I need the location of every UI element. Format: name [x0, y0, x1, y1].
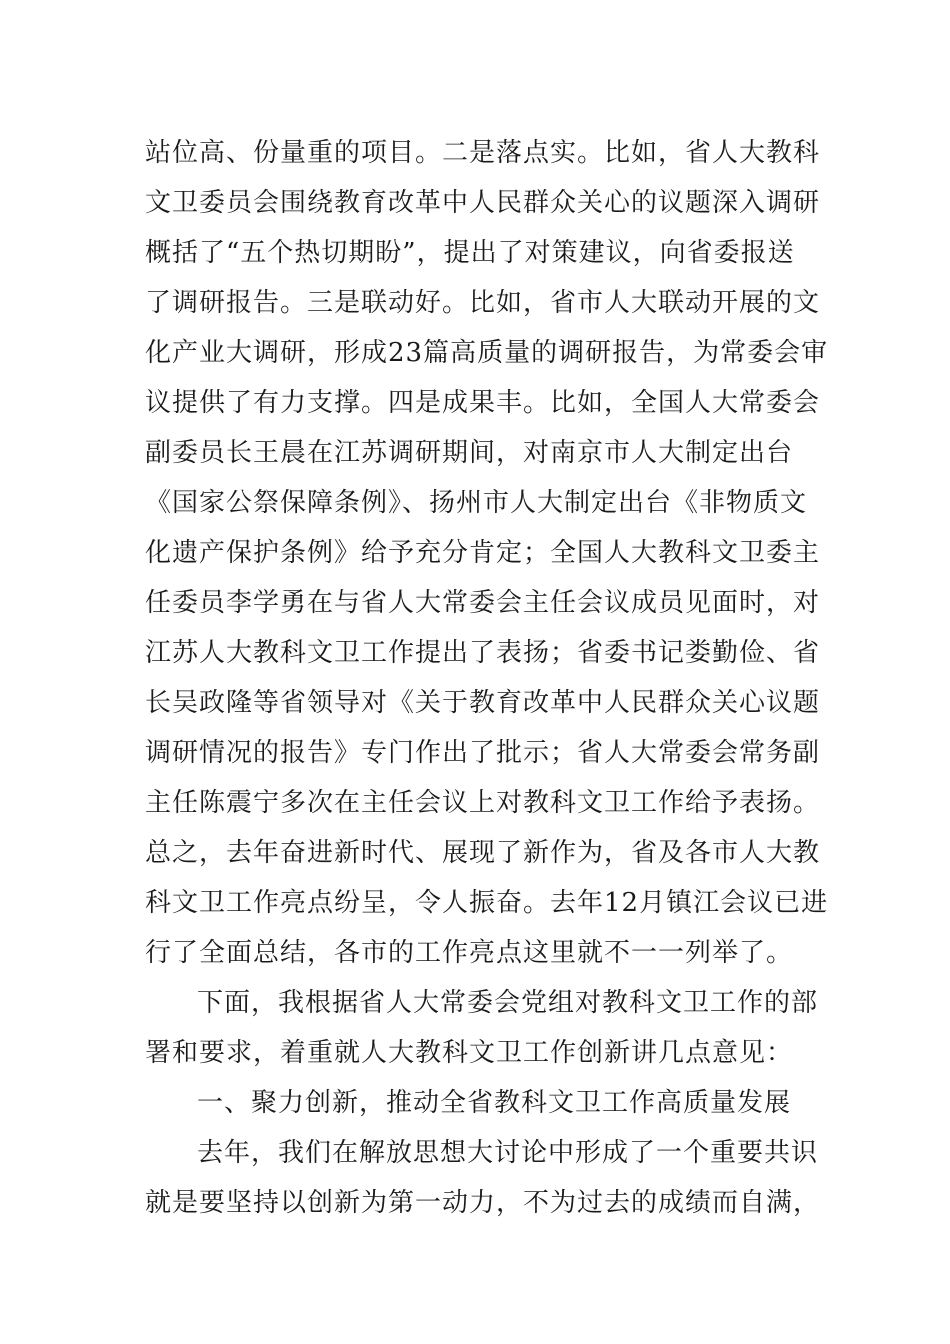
- text-line: 《国家公祭保障条例》、扬州市人大制定出台《非物质文: [145, 488, 808, 518]
- text-line: 概括了“五个热切期盼”，提出了对策建议，向省委报送: [145, 238, 795, 268]
- text-line: 总之，去年奋进新时代、展现了新作为，省及各市人大教: [145, 838, 821, 868]
- paragraph-start-line: 去年，我们在解放思想大讨论中形成了一个重要共识: [197, 1138, 819, 1168]
- text-line: 副委员长王晨在江苏调研期间，对南京市人大制定出台: [145, 438, 794, 468]
- body-text: [145, 128, 829, 1228]
- paragraph-start-line: 下面，我根据省人大常委会党组对教科文卫工作的部: [197, 988, 819, 1018]
- text-line: 主任陈震宁多次在主任会议上对教科文卫工作给予表扬。: [145, 788, 821, 818]
- text-line: 署和要求，着重就人大教科文卫工作创新讲几点意见：: [145, 1038, 794, 1068]
- text-line: 江苏人大教科文卫工作提出了表扬；省委书记娄勤俭、省: [145, 638, 821, 668]
- text-line: 化遗产保护条例》给予充分肯定；全国人大教科文卫委主: [145, 538, 821, 568]
- section-heading: 一、聚力创新，推动全省教科文卫工作高质量发展: [197, 1088, 792, 1118]
- text-line: 调研情况的报告》专门作出了批示；省人大常委会常务副: [145, 738, 821, 768]
- text-line: 站位高、份量重的项目。二是落点实。比如，省人大教科: [145, 138, 821, 168]
- text-line: 议提供了有力支撑。四是成果丰。比如，全国人大常委会: [145, 388, 821, 418]
- text-line: 化产业大调研，形成23篇高质量的调研报告，为常委会审: [145, 338, 829, 368]
- text-line: 文卫委员会围绕教育改革中人民群众关心的议题深入调研: [145, 188, 821, 218]
- text-line: 就是要坚持以创新为第一动力，不为过去的成绩而自满，: [145, 1188, 821, 1218]
- text-line: 任委员李学勇在与省人大常委会主任会议成员见面时，对: [145, 588, 821, 618]
- text-line: 科文卫工作亮点纷呈，令人振奋。去年12月镇江会议已进: [145, 888, 829, 918]
- text-line: 行了全面总结，各市的工作亮点这里就不一一列举了。: [145, 938, 794, 968]
- text-line: 长吴政隆等省领导对《关于教育改革中人民群众关心议题: [145, 688, 821, 718]
- text-line: 了调研报告。三是联动好。比如，省市人大联动开展的文: [145, 288, 821, 318]
